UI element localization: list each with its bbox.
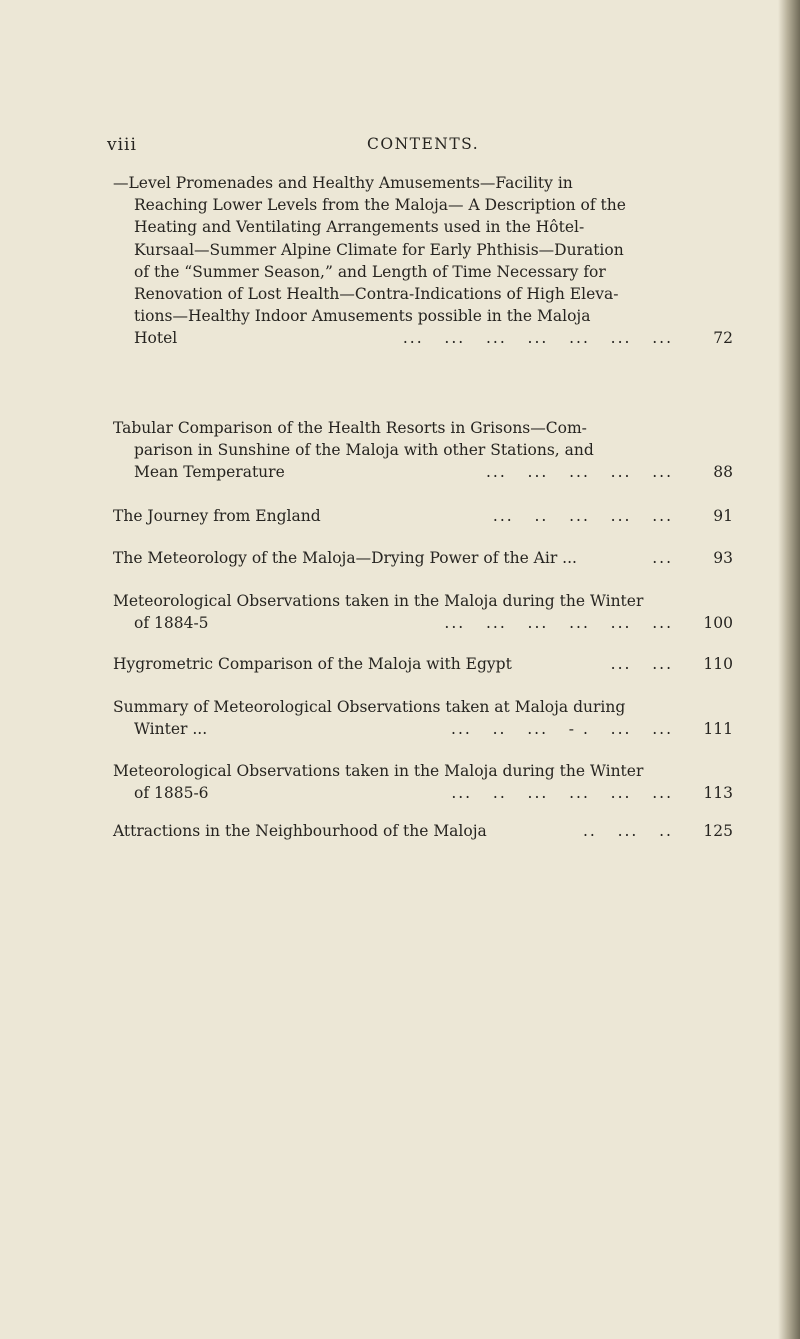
toc-entry (113, 505, 733, 527)
toc-entry (113, 760, 733, 804)
entry-line: of 1885-6 (134, 784, 209, 803)
page-number: 110 (703, 655, 733, 673)
dot-leader: ... ... ... ... ... ... (444, 614, 673, 633)
toc-entry (113, 417, 733, 484)
dot-leader: ... .. ... - . ... ... (451, 720, 673, 739)
page-number: 111 (703, 720, 733, 739)
entry-line: Winter ... (134, 720, 208, 739)
page-folio: viii (107, 135, 137, 155)
toc-entry (113, 590, 733, 634)
entry-line: Reaching Lower Levels from the Maloja— A Description of the (134, 196, 626, 215)
page-number: 125 (703, 822, 733, 840)
toc-entry (113, 820, 733, 842)
entry-line: Summary of Meteorological Observations taken at Maloja during (113, 698, 626, 716)
entry-line: Heating and Ventilating Arrangements used in the Hôtel- (134, 218, 585, 237)
page-header (107, 135, 727, 165)
toc-entry (113, 696, 733, 740)
entry-line: The Journey from England (113, 507, 321, 525)
toc-entry (113, 653, 733, 675)
page-number: 100 (703, 614, 733, 633)
page-number: 93 (713, 549, 733, 567)
entry-line: Renovation of Lost Health—Contra-Indications of High Eleva- (134, 285, 619, 304)
dot-leader: ... ... ... ... ... ... ... (402, 329, 673, 348)
page-number: 88 (713, 463, 733, 482)
toc-entry (113, 547, 733, 569)
entry-line: tions—Healthy Indoor Amusements possible in the Maloja (134, 307, 591, 326)
entry-line: Meteorological Observations taken in the Maloja during the Winter (113, 592, 644, 610)
running-head: CONTENTS. (367, 135, 480, 153)
entry-line: Tabular Comparison of the Health Resorts in Grisons—Com- (113, 419, 587, 437)
dot-leader: ... (652, 549, 673, 567)
page-edge-shadow (778, 0, 800, 1339)
entry-line: The Meteorology of the Maloja—Drying Power of the Air ... (113, 549, 577, 567)
dot-leader: ... .. ... ... ... (492, 507, 673, 525)
entry-line: —Level Promenades and Healthy Amusements—Facility in (113, 174, 573, 192)
entry-line: parison in Sunshine of the Maloja with other Stations, and (134, 441, 594, 460)
dot-leader: ... ... ... ... ... (485, 463, 673, 482)
entry-line: Hotel (134, 329, 178, 348)
dot-leader: .. ... .. (582, 822, 673, 840)
dot-leader: ... .. ... ... ... ... (451, 784, 673, 803)
entry-line: of 1884-5 (134, 614, 209, 633)
toc-entry (113, 172, 733, 350)
page-number: 91 (713, 507, 733, 525)
entry-line: Kursaal—Summer Alpine Climate for Early Phthisis—Duration (134, 240, 624, 259)
entry-line: Mean Temperature (134, 463, 285, 482)
entry-line: of the “Summer Season,” and Length of Time Necessary for (134, 262, 606, 281)
entry-line: Hygrometric Comparison of the Maloja with Egypt (113, 655, 512, 673)
page-number: 72 (713, 329, 733, 348)
entry-line: Attractions in the Neighbourhood of the Maloja (113, 822, 487, 840)
dot-leader: ... ... (610, 655, 673, 673)
page-number: 113 (703, 784, 733, 803)
entry-line: Meteorological Observations taken in the Maloja during the Winter (113, 762, 644, 780)
